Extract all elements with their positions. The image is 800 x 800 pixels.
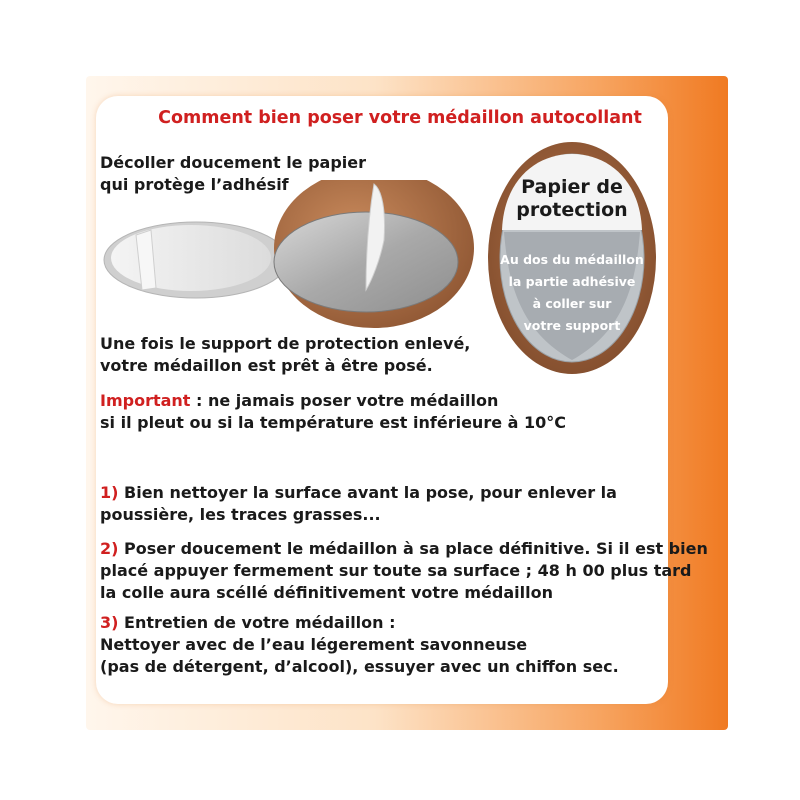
step-line: poussière, les traces grasses... [100, 505, 381, 524]
step-line: Poser doucement le médaillon à sa place définitive. Si il est bien [118, 539, 708, 558]
ready-text [100, 333, 470, 377]
callout-body-line: votre support [523, 318, 621, 333]
peel-line: Décoller doucement le papier [100, 153, 367, 172]
callout-body [486, 249, 658, 337]
step-line: placé appuyer fermement sur toute sa surface ; 48 h 00 plus tard [100, 561, 692, 580]
step-line: Nettoyer avec de l’eau légerement savonneuse [100, 635, 528, 654]
callout-body-line: à coller sur [532, 296, 612, 311]
step-number: 3) [100, 613, 119, 632]
peel-line: qui protège l’adhésif [100, 175, 289, 194]
callout-heading-line: protection [516, 199, 628, 221]
important-note [100, 390, 566, 434]
medallion-photos [96, 180, 476, 330]
step-line: la colle aura scéllé définitivement votre médaillon [100, 583, 553, 602]
step-line: (pas de détergent, d’alcool), essuyer avec un chiffon sec. [100, 657, 619, 676]
step-2 [100, 538, 708, 604]
ready-line: Une fois le support de protection enlevé, [100, 334, 471, 353]
step-line: Bien nettoyer la surface avant la pose, pour enlever la [118, 483, 617, 502]
callout-heading-line: Papier de [521, 176, 623, 198]
callout-body-line: la partie adhésive [508, 274, 636, 289]
page-title: Comment bien poser votre médaillon autocollant [158, 108, 642, 128]
important-line: : ne jamais poser votre médaillon [190, 391, 499, 410]
step-3 [100, 612, 619, 678]
step-1 [100, 482, 617, 526]
step-number: 1) [100, 483, 119, 502]
callout-heading [486, 176, 658, 222]
callout-body-line: Au dos du médaillon [500, 252, 644, 267]
step-number: 2) [100, 539, 119, 558]
important-label: Important [100, 391, 191, 410]
right-medallion [274, 180, 474, 328]
left-medallion [104, 222, 288, 298]
important-line: si il pleut ou si la température est inférieure à 10°C [100, 413, 566, 432]
step-line: Entretien de votre médaillon : [118, 613, 396, 632]
ready-line: votre médaillon est prêt à être posé. [100, 356, 433, 375]
